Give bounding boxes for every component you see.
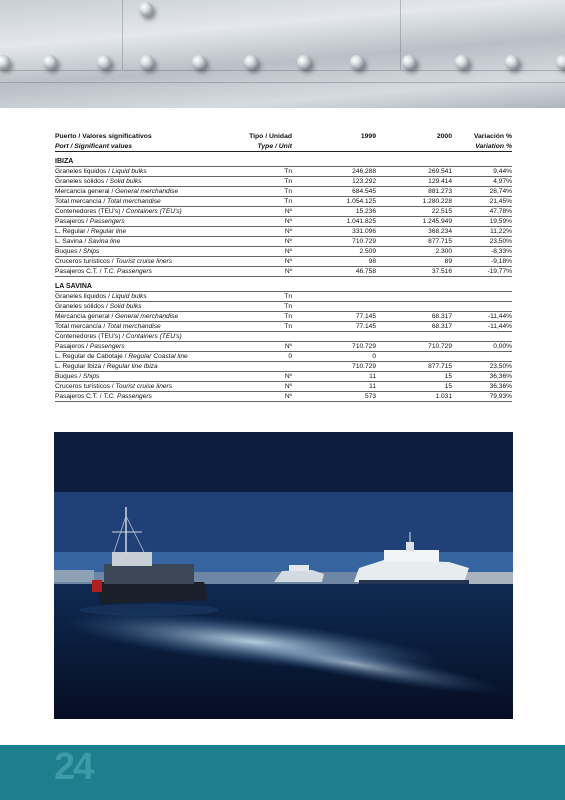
table-row [55, 391, 512, 401]
row-value-2000: 710.729 [376, 341, 452, 351]
row-unit: Nº [240, 236, 292, 246]
row-label-en: Passengers [89, 217, 125, 225]
row-label [55, 166, 240, 176]
row-value-1999: 77.145 [292, 311, 376, 321]
row-unit: Nº [240, 341, 292, 351]
row-value-2000: 1.280.228 [376, 196, 452, 206]
row-variation: -11,44% [452, 311, 512, 321]
table-row [55, 266, 512, 276]
row-label-es: Graneles sólidos / [55, 302, 110, 310]
col-2000-header-en [376, 142, 452, 152]
table-row [55, 176, 512, 186]
row-label [55, 256, 240, 266]
table-row [55, 351, 512, 361]
row-label [55, 311, 240, 321]
table-row [55, 206, 512, 216]
row-value-2000 [376, 291, 452, 301]
rivet-icon [97, 55, 111, 69]
row-label-es: L. Regular Ibiza / [55, 362, 107, 370]
row-label-es: Total mercancía / [55, 197, 108, 205]
row-label-es: L. Regular de Cabotaje / [55, 352, 129, 360]
row-unit: Nº [240, 381, 292, 391]
row-variation [452, 351, 512, 361]
row-label-en: Regular line [90, 227, 127, 235]
row-variation: 23,50% [452, 361, 512, 371]
row-unit: Nº [240, 216, 292, 226]
row-variation: 21,45% [452, 196, 512, 206]
row-label [55, 216, 240, 226]
table-row [55, 381, 512, 391]
row-label [55, 331, 240, 341]
row-value-1999: 11 [292, 381, 376, 391]
row-value-2000: 129.414 [376, 176, 452, 186]
col-type-header: Tipo / Unidad [249, 133, 292, 141]
row-value-1999: 0 [292, 351, 376, 361]
row-unit: Tn [240, 196, 292, 206]
row-unit: Nº [240, 226, 292, 236]
row-label-en: Containers (TEU's) [125, 207, 182, 215]
row-label-es: Mercancía general / [55, 312, 116, 320]
row-label-en: Tourist cruise liners [115, 382, 173, 390]
row-label-es: Contenedores (TEU's) / [55, 207, 126, 215]
row-label [55, 206, 240, 216]
rivet-icon [139, 2, 153, 16]
row-label [55, 321, 240, 331]
row-label-es: Total mercancía / [55, 322, 108, 330]
table-row [55, 361, 512, 371]
col-1999-header-en [292, 142, 376, 152]
row-value-2000: 89 [376, 256, 452, 266]
row-label-en: Savina line [88, 237, 121, 245]
rivet-icon [192, 55, 206, 69]
table-row [55, 256, 512, 266]
row-label-es: Pasajeros / [55, 217, 90, 225]
row-value-1999: 573 [292, 391, 376, 401]
table-row [55, 196, 512, 206]
row-label-es: Graneles sólidos / [55, 177, 110, 185]
row-unit: Tn [240, 176, 292, 186]
row-label [55, 381, 240, 391]
rivet-icon [43, 55, 57, 69]
row-label [55, 341, 240, 351]
row-label-es: Mercancía general / [55, 187, 116, 195]
rivet-icon [455, 55, 469, 69]
row-value-2000: 15 [376, 381, 452, 391]
rivet-icon [140, 55, 154, 69]
section-title-row [55, 151, 512, 166]
row-unit: 0 [240, 351, 292, 361]
row-value-2000: 68.317 [376, 311, 452, 321]
row-value-2000: 1.031 [376, 391, 452, 401]
row-variation [452, 291, 512, 301]
page-number: 24 [54, 746, 93, 788]
table-row [55, 311, 512, 321]
row-label-en: Liquid bulks [111, 167, 147, 175]
rivet-icon [0, 55, 10, 69]
row-variation: 11,22% [452, 226, 512, 236]
table-header-row [55, 132, 512, 142]
row-value-2000 [376, 351, 452, 361]
table-row [55, 301, 512, 311]
row-value-1999 [292, 331, 376, 341]
row-label-en: Ships [82, 372, 100, 380]
row-label-en: General merchandise [115, 187, 179, 195]
row-label-es: Contenedores (TEU's) / [55, 332, 126, 340]
rivet-icon [402, 55, 416, 69]
row-unit: Tn [240, 301, 292, 311]
row-label [55, 301, 240, 311]
row-label-en: Regular line Ibiza [106, 362, 158, 370]
rivet-icon [244, 55, 258, 69]
row-value-1999: 710.729 [292, 236, 376, 246]
row-label-en: Regular Coastal line [128, 352, 188, 360]
row-value-2000: 2.300 [376, 246, 452, 256]
row-value-1999: 2.509 [292, 246, 376, 256]
row-value-2000: 881.273 [376, 186, 452, 196]
row-value-2000: 37.516 [376, 266, 452, 276]
row-variation: 0,00% [452, 341, 512, 351]
table-row [55, 341, 512, 351]
row-label-en: Total merchandise [107, 322, 161, 330]
row-variation: -11,44% [452, 321, 512, 331]
row-value-1999: 98 [292, 256, 376, 266]
rivet-icon [556, 55, 565, 69]
table-row [55, 236, 512, 246]
ferry-harbour-illustration [54, 432, 513, 719]
col-2000-header: 2000 [436, 133, 452, 141]
section-title: IBIZA [55, 157, 74, 165]
row-variation: 23,50% [452, 236, 512, 246]
row-value-2000: 368.234 [376, 226, 452, 236]
table-row [55, 166, 512, 176]
row-value-2000: 269.541 [376, 166, 452, 176]
row-variation: 9,44% [452, 166, 512, 176]
row-label-en: Solid bulks [109, 177, 142, 185]
table-row [55, 246, 512, 256]
row-unit: Nº [240, 246, 292, 256]
row-unit: Nº [240, 206, 292, 216]
col-variation-header: Variación % [473, 133, 512, 141]
section-title: LA SAVINA [55, 282, 92, 290]
row-value-1999 [292, 301, 376, 311]
row-variation: -19,77% [452, 266, 512, 276]
row-label-en: Liquid bulks [111, 292, 147, 300]
row-label [55, 391, 240, 401]
row-label-es: Cruceros turísticos / [55, 382, 116, 390]
row-variation: 47,78% [452, 206, 512, 216]
row-label [55, 246, 240, 256]
metal-header-banner [0, 0, 565, 108]
row-value-1999: 15.236 [292, 206, 376, 216]
row-label [55, 266, 240, 276]
row-unit: Tn [240, 166, 292, 176]
row-label [55, 351, 240, 361]
row-unit: Tn [240, 321, 292, 331]
row-value-2000: 68.317 [376, 321, 452, 331]
table-row [55, 321, 512, 331]
row-value-2000: 877.715 [376, 236, 452, 246]
row-unit [240, 331, 292, 341]
table-header-row-en [55, 142, 512, 152]
row-variation: 19,59% [452, 216, 512, 226]
row-value-1999: 710.729 [292, 341, 376, 351]
row-label [55, 361, 240, 371]
row-label-en: Tourist cruise liners [115, 257, 173, 265]
table-row [55, 371, 512, 381]
harbour-photo [54, 432, 513, 719]
row-unit: Nº [240, 256, 292, 266]
row-value-1999: 331.096 [292, 226, 376, 236]
row-label [55, 291, 240, 301]
row-label-es: Graneles líquidos / [55, 167, 112, 175]
row-label-en: Containers (TEU's) [125, 332, 182, 340]
row-label-es: Pasajeros C.T. / [55, 392, 104, 400]
table-row [55, 226, 512, 236]
row-unit: Tn [240, 186, 292, 196]
row-value-2000: 877.715 [376, 361, 452, 371]
row-unit: Nº [240, 266, 292, 276]
table-row [55, 186, 512, 196]
row-unit: Nº [240, 391, 292, 401]
row-unit: Tn [240, 291, 292, 301]
row-value-2000: 22.515 [376, 206, 452, 216]
row-label-en: Solid bulks [109, 302, 142, 310]
row-label [55, 226, 240, 236]
rivet-icon [505, 55, 519, 69]
row-variation: 36,36% [452, 371, 512, 381]
row-variation: 28,74% [452, 186, 512, 196]
col-variation-header-en: Variation % [452, 142, 512, 152]
row-label-es: Graneles líquidos / [55, 292, 112, 300]
section-title-row [55, 276, 512, 291]
row-label-es: Cruceros turísticos / [55, 257, 116, 265]
row-variation [452, 331, 512, 341]
table-row [55, 291, 512, 301]
rivet-icon [297, 55, 311, 69]
row-value-1999: 710.729 [292, 361, 376, 371]
row-unit [240, 361, 292, 371]
row-value-2000: 15 [376, 371, 452, 381]
row-value-1999: 1.054.125 [292, 196, 376, 206]
row-label-en: T.C. Passengers [103, 392, 152, 400]
row-value-1999: 11 [292, 371, 376, 381]
row-label-en: Total merchandise [107, 197, 161, 205]
row-label-en: General merchandise [115, 312, 179, 320]
row-value-1999: 246.288 [292, 166, 376, 176]
row-value-1999 [292, 291, 376, 301]
port-statistics-table [55, 132, 512, 402]
row-value-1999: 46.758 [292, 266, 376, 276]
row-label-es: L. Savina / [55, 237, 88, 245]
col-type-header-en: Type / Unit [240, 142, 292, 152]
row-variation: -9,18% [452, 256, 512, 266]
row-label-en: T.C. Passengers [103, 267, 152, 275]
rivet-icon [350, 55, 364, 69]
row-variation: 36,36% [452, 381, 512, 391]
row-label [55, 176, 240, 186]
row-variation: 79,93% [452, 391, 512, 401]
row-label-es: Pasajeros C.T. / [55, 267, 104, 275]
row-value-1999: 123.292 [292, 176, 376, 186]
row-variation: -8,33% [452, 246, 512, 256]
col-port-header-en: Port / Significant values [55, 142, 240, 152]
row-value-1999: 1.041.825 [292, 216, 376, 226]
row-variation [452, 301, 512, 311]
row-unit: Nº [240, 371, 292, 381]
row-label [55, 186, 240, 196]
row-value-2000: 1.245.949 [376, 216, 452, 226]
row-value-2000 [376, 301, 452, 311]
row-label-es: Pasajeros / [55, 342, 90, 350]
row-variation: 4,97% [452, 176, 512, 186]
row-value-2000 [376, 331, 452, 341]
row-label-es: L. Regular / [55, 227, 91, 235]
row-label [55, 371, 240, 381]
col-port-header: Puerto / Valores significativos [55, 133, 152, 141]
col-1999-header: 1999 [360, 133, 376, 141]
table-row [55, 331, 512, 341]
row-unit: Tn [240, 311, 292, 321]
row-label-en: Ships [82, 247, 100, 255]
row-label-es: Buques / [55, 372, 83, 380]
row-label [55, 196, 240, 206]
row-label-es: Buques / [55, 247, 83, 255]
row-value-1999: 77.145 [292, 321, 376, 331]
row-value-1999: 684.545 [292, 186, 376, 196]
table-row [55, 216, 512, 226]
row-label-en: Passengers [89, 342, 125, 350]
row-label [55, 236, 240, 246]
